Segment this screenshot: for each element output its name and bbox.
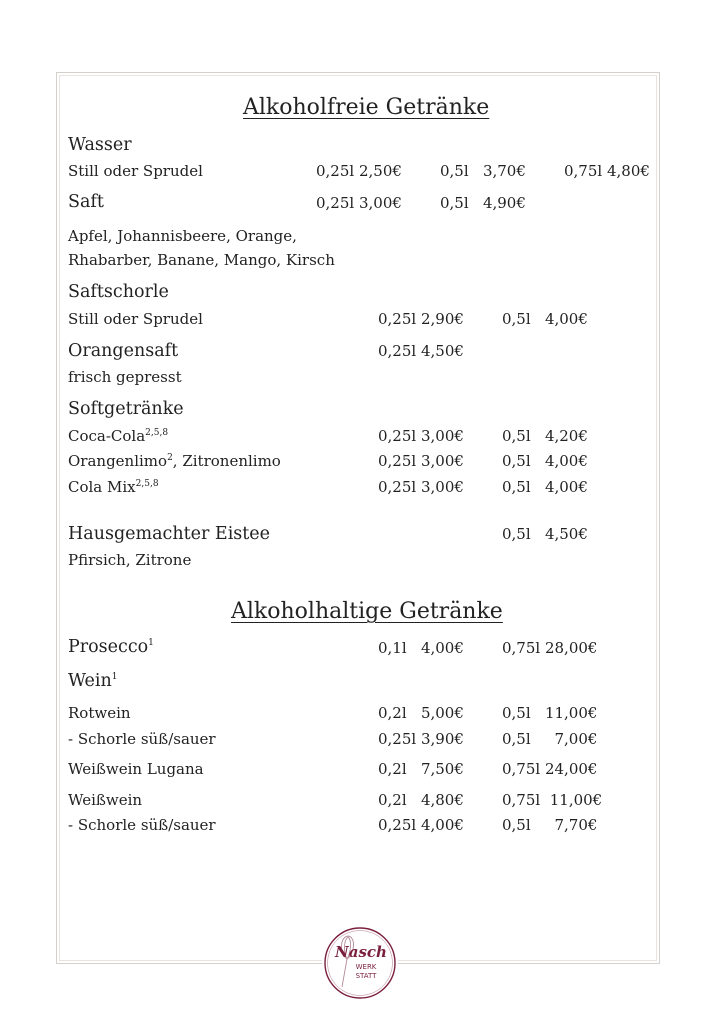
- saft-price-025: 0,25l 3,00€: [316, 194, 402, 212]
- softdrink-cola-mix-price-025: 0,25l 3,00€: [378, 478, 464, 496]
- eistee-price-05: 0,5l 4,50€: [502, 525, 588, 543]
- rotwein-schorle-price-025: 0,25l 3,90€: [378, 730, 464, 748]
- rotwein-price-02: 0,2l 5,00€: [378, 704, 464, 722]
- svg-text:STATT: STATT: [355, 972, 377, 980]
- softdrink-coca-cola-label: Coca-Cola$^{2,5,8}$: [68, 427, 169, 445]
- logo-graphic: [322, 925, 398, 1001]
- saftschorle-price-05: 0,5l 4,00€: [502, 310, 588, 328]
- svg-text:Nasch: Nasch: [335, 943, 387, 961]
- softdrink-limo-price-05: 0,5l 4,00€: [502, 452, 588, 470]
- weisswein-label: Weißwein: [68, 791, 143, 809]
- softdrink-coca-cola-price-05: 0,5l 4,20€: [502, 427, 588, 445]
- softdrink-cola-mix-price-05: 0,5l 4,00€: [502, 478, 588, 496]
- saft-desc-1: Apfel, Johannisbeere, Orange,: [68, 227, 297, 245]
- heading-prosecco: Prosecco$^1$: [68, 637, 154, 657]
- weisswein-price-075: 0,75l 11,00€: [502, 791, 603, 809]
- weisswein-schorle-price-025: 0,25l 4,00€: [378, 816, 464, 834]
- saft-price-05: 0,5l 4,90€: [440, 194, 526, 212]
- wasser-price-025: 0,25l 2,50€: [316, 162, 402, 180]
- lugana-price-02: 0,2l 7,50€: [378, 760, 464, 778]
- svg-text:WERK: WERK: [355, 963, 377, 971]
- saft-desc-2: Rhabarber, Banane, Mango, Kirsch: [68, 251, 335, 269]
- orangensaft-price-025: 0,25l 4,50€: [378, 342, 464, 360]
- softdrink-coca-cola-price-025: 0,25l 3,00€: [378, 427, 464, 445]
- wasser-label: Still oder Sprudel: [68, 162, 203, 180]
- softdrink-limo-label: Orangenlimo$^2$, Zitronenlimo: [68, 452, 281, 470]
- softdrink-cola-mix-label: Cola Mix$^{2,5,8}$: [68, 478, 159, 496]
- lugana-label: Weißwein Lugana: [68, 760, 204, 778]
- prosecco-price-075: 0,75l 28,00€: [502, 639, 598, 657]
- wasser-price-075: 0,75l 4,80€: [564, 162, 650, 180]
- prosecco-price-01: 0,1l 4,00€: [378, 639, 464, 657]
- orangensaft-desc: frisch gepresst: [68, 368, 182, 386]
- wasser-price-05: 0,5l 3,70€: [440, 162, 526, 180]
- heading-softgetraenke: Softgetränke: [68, 399, 184, 419]
- rotwein-schorle-price-05: 0,5l 7,00€: [502, 730, 598, 748]
- naschwerkstatt-logo: [322, 925, 398, 1001]
- heading-orangensaft: Orangensaft: [68, 341, 179, 361]
- weisswein-schorle-label: - Schorle süß/sauer: [68, 816, 216, 834]
- heading-wasser: Wasser: [68, 135, 132, 155]
- section-title-alkoholhaltig: Alkoholhaltige Getränke: [231, 599, 503, 624]
- rotwein-price-05: 0,5l 11,00€: [502, 704, 598, 722]
- saftschorle-price-025: 0,25l 2,90€: [378, 310, 464, 328]
- eistee-desc: Pfirsich, Zitrone: [68, 551, 192, 569]
- weisswein-schorle-price-05: 0,5l 7,70€: [502, 816, 598, 834]
- rotwein-schorle-label: - Schorle süß/sauer: [68, 730, 216, 748]
- section-title-alkoholfrei: Alkoholfreie Getränke: [243, 95, 490, 120]
- heading-saftschorle: Saftschorle: [68, 282, 169, 302]
- lugana-price-075: 0,75l 24,00€: [502, 760, 598, 778]
- weisswein-price-02: 0,2l 4,80€: [378, 791, 464, 809]
- softdrink-limo-price-025: 0,25l 3,00€: [378, 452, 464, 470]
- heading-saft: Saft: [68, 192, 104, 212]
- heading-wein: Wein$^1$: [68, 671, 118, 691]
- rotwein-label: Rotwein: [68, 704, 131, 722]
- heading-eistee: Hausgemachter Eistee: [68, 524, 271, 544]
- saftschorle-label: Still oder Sprudel: [68, 310, 203, 328]
